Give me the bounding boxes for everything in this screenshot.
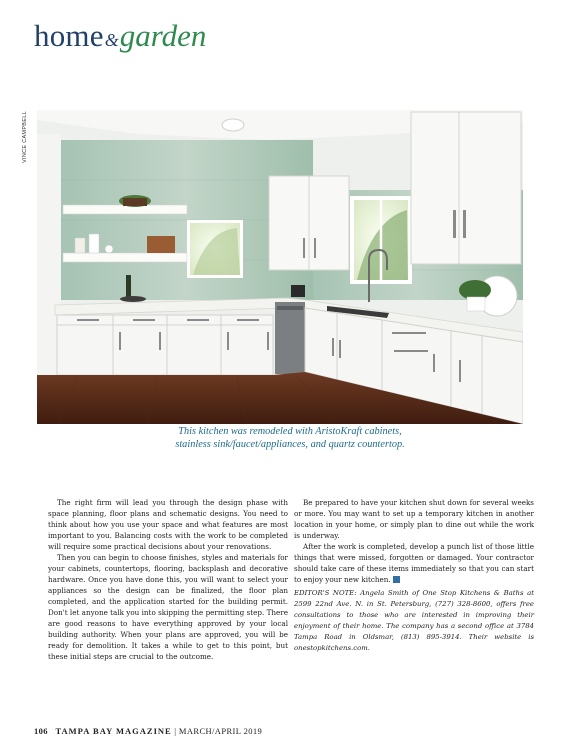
caption-line-1: This kitchen was remodeled with AristoKraft cabinets,: [178, 426, 402, 437]
article-column-left: [48, 497, 288, 662]
editors-note: EDITOR'S NOTE: Angela Smith of One Stop Kitchens & Baths at 2599 22nd Ave. N. in St. Petersburg, (727) 328-8600, offers free consultations to those who are interested in improving their enjoyment of their home. The company has a second office at 3784 Tampa Road in Oldsmar, (813) 895-3914. Their website is onestopkitchens.com.: [294, 589, 534, 653]
section-masthead: [34, 18, 206, 58]
page-footer: [34, 726, 262, 736]
paragraph: Be prepared to have your kitchen shut down for several weeks or more. You may want to set up a temporary kitchen in another location in your home, or simply plan to dine out while the work is underway.: [294, 498, 534, 541]
issue-date: | MARCH/APRIL 2019: [174, 726, 263, 736]
page-number: 106: [34, 726, 48, 736]
article-column-right: [294, 497, 534, 654]
paragraph: Then you can begin to choose finishes, styles and materials for your cabinets, countertops, flooring, backsplash and decorative hardware. Once you have done this, you will want to select your appliances so the design can be finalized, the floor plan completed, and the application started for the building permit. Don't let anyone talk you into skipping the permitting step. There are good reasons to have everything approved by your local building authority. When your plans are approved, you will be ready for demolition. It takes a while to get to this point, but these initial steps are crucial to the outcome.: [48, 553, 288, 662]
paragraph: After the work is completed, develop a punch list of those little things that were missed, forgotten or damaged. Your contractor should take care of these items immediately so that you can start to enjoy your new kitchen.: [294, 542, 534, 585]
caption-line-2: stainless sink/faucet/appliances, and quartz countertop.: [175, 438, 405, 450]
photo-credit: VINCE CAMPBELL: [22, 111, 28, 163]
masthead-home: home: [34, 18, 104, 53]
end-mark-icon: [393, 576, 400, 583]
kitchen-photo: [37, 110, 523, 424]
magazine-name: TAMPA BAY MAGAZINE: [55, 726, 172, 736]
masthead-ampersand: &: [104, 30, 119, 50]
photo-caption: [90, 426, 490, 451]
paragraph: The right firm will lead you through the design phase with space planning, floor plans and schematic designs. You need to think about how you use your space and what features are most important to you. Balancing costs with the work to be completed will require some practical decisions about your renovations.: [48, 498, 288, 552]
masthead-garden: garden: [119, 18, 207, 53]
